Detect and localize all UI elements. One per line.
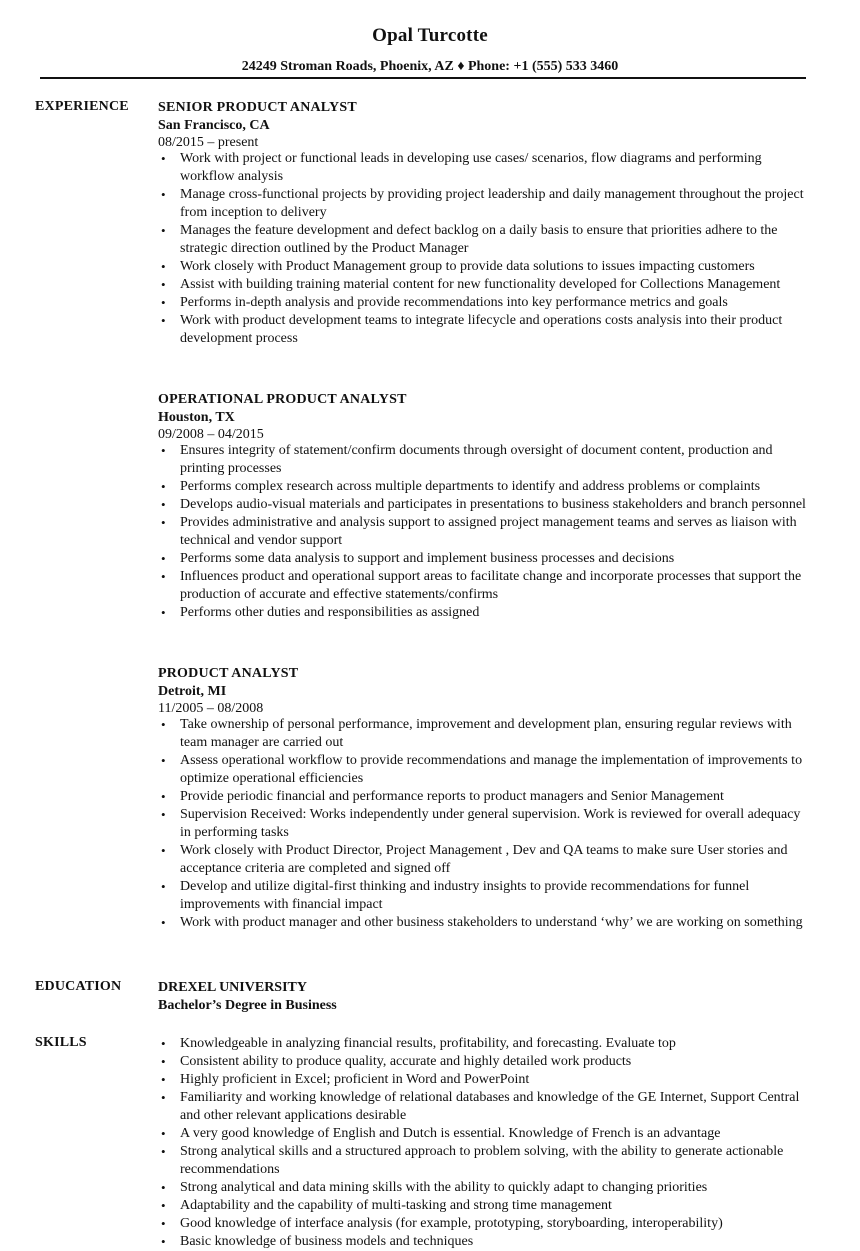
list-item: • Good knowledge of interface analysis (for example, prototyping, storyboarding, interoperability) (158, 1215, 808, 1233)
job-title: SENIOR PRODUCT ANALYST (158, 100, 357, 115)
list-item: • Assess operational workflow to provide recommendations and manage the implementation of improvements to optimize operational efficiencies (158, 752, 808, 788)
list-item: • Basic knowledge of business models and techniques (158, 1233, 808, 1251)
list-item: • Work with product manager and other business stakeholders to understand ‘why’ we are working on something (158, 914, 808, 932)
list-item: • A very good knowledge of English and Dutch is essential. Knowledge of French is an advantage (158, 1125, 808, 1143)
job-operational-product-analyst (158, 391, 808, 622)
job-title: OPERATIONAL PRODUCT ANALYST (158, 392, 407, 407)
list-item: • Provide periodic financial and performance reports to product managers and Senior Management (158, 788, 808, 806)
job-bullets (158, 442, 808, 622)
education-entry (158, 979, 808, 1015)
degree: Bachelor’s Degree in Business (158, 998, 337, 1013)
list-item: • Work closely with Product Director, Project Management , Dev and QA teams to make sure User stories and acceptance criteria are completed and signed off (158, 842, 808, 878)
job-bullets (158, 716, 808, 932)
list-item: • Strong analytical skills and a structured approach to problem solving, with the ability to generate actionable recommendations (158, 1143, 808, 1179)
job-dates: 08/2015 – present (158, 135, 259, 150)
job-location: San Francisco, CA (158, 118, 270, 133)
list-item: • Take ownership of personal performance, improvement and development plan, ensuring regular reviews with team manager are carried out (158, 716, 808, 752)
list-item: • Ensures integrity of statement/confirm documents through oversight of document content, production and printing processes (158, 442, 808, 478)
skills-bullets (158, 1035, 808, 1251)
list-item: • Manages the feature development and defect backlog on a daily basis to ensure that priorities adhere to the strategic direction outlined by the Product Manager (158, 222, 808, 258)
list-item: • Consistent ability to produce quality, accurate and highly detailed work products (158, 1053, 808, 1071)
education-heading: EDUCATION (35, 979, 122, 994)
header-divider (40, 77, 806, 79)
skills-list (158, 1035, 808, 1251)
job-location: Houston, TX (158, 410, 235, 425)
job-dates: 09/2008 – 04/2015 (158, 427, 264, 442)
list-item: • Performs complex research across multiple departments to identify and address problems or complaints (158, 478, 808, 496)
job-senior-product-analyst (158, 99, 808, 348)
list-item: • Adaptability and the capability of multi-tasking and strong time management (158, 1197, 808, 1215)
list-item: • Strong analytical and data mining skills with the ability to quickly adapt to changing priorities (158, 1179, 808, 1197)
list-item: • Performs some data analysis to support and implement business processes and decisions (158, 550, 808, 568)
job-bullets (158, 150, 808, 348)
list-item: • Knowledgeable in analyzing financial results, profitability, and forecasting. Evaluate top (158, 1035, 808, 1053)
list-item: • Familiarity and working knowledge of relational databases and knowledge of the GE Internet, Support Central and other relevant applications desirable (158, 1089, 808, 1125)
list-item: • Performs other duties and responsibilities as assigned (158, 604, 808, 622)
list-item: • Work closely with Product Management group to provide data solutions to issues impacting customers (158, 258, 808, 276)
list-item: • Performs in-depth analysis and provide recommendations into key performance metrics and goals (158, 294, 808, 312)
skills-heading: SKILLS (35, 1035, 87, 1050)
list-item: • Develops audio-visual materials and participates in presentations to business stakeholders and branch personnel (158, 496, 808, 514)
job-dates: 11/2005 – 08/2008 (158, 701, 264, 716)
list-item: • Work with product development teams to integrate lifecycle and operations costs analysis into their product development process (158, 312, 808, 348)
list-item: • Manage cross-functional projects by providing project leadership and daily management throughout the project from inception to delivery (158, 186, 808, 222)
list-item: • Assist with building training material content for new functionality developed for Collections Management (158, 276, 808, 294)
list-item: • Provides administrative and analysis support to assigned project management teams and serves as liaison with technical and vendor support (158, 514, 808, 550)
list-item: • Work with project or functional leads in developing use cases/ scenarios, flow diagrams and performing workflow analysis (158, 150, 808, 186)
candidate-name: Opal Turcotte (372, 25, 488, 46)
school-name: DREXEL UNIVERSITY (158, 980, 307, 995)
experience-heading: EXPERIENCE (35, 99, 129, 114)
list-item: • Supervision Received: Works independently under general supervision. Work is reviewed for overall adequacy in performing tasks (158, 806, 808, 842)
list-item: • Highly proficient in Excel; proficient in Word and PowerPoint (158, 1071, 808, 1089)
contact-line: 24249 Stroman Roads, Phoenix, AZ ♦ Phone: +1 (555) 533 3460 (241, 59, 619, 74)
job-title: PRODUCT ANALYST (158, 666, 299, 681)
job-location: Detroit, MI (158, 684, 227, 699)
list-item: • Influences product and operational support areas to facilitate change and incorporate processes that support the production of accurate and effective statements/confirms (158, 568, 808, 604)
job-product-analyst (158, 665, 808, 932)
list-item: • Develop and utilize digital-first thinking and industry insights to provide recommendations for funnel improvements with financial impact (158, 878, 808, 914)
